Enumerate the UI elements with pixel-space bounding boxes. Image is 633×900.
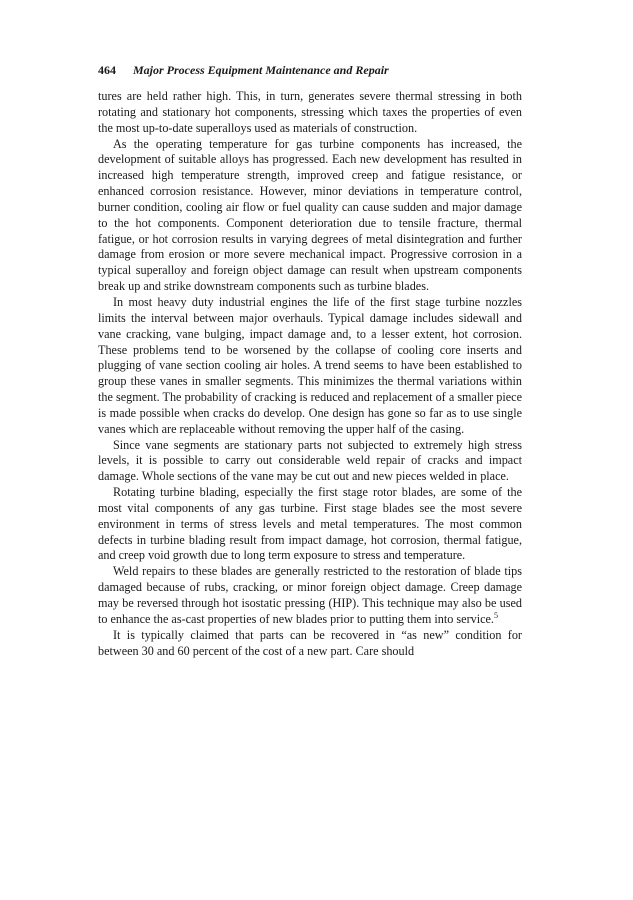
paragraph-vane-weld-repair: Since vane segments are stationary parts not subjected to extremely high stress levels, it is possible to carry out considerable weld repair of cracks and impact damage. Whole sections of the vane may be cut out and new pieces welded in place.: [98, 437, 522, 484]
paragraph-blade-weld-repairs: [98, 564, 522, 627]
running-head: [98, 62, 522, 78]
paragraph-rotating-blading: Rotating turbine blading, especially the first stage rotor blades, are some of the most vital components of any gas turbine. First stage blades see the most severe environment in terms of stress levels and metal temperatures. The most common defects in turbine blading result from impact damage, hot corrosion, thermal fatigue, and creep void growth due to long term exposure to stress and temperature.: [98, 485, 522, 563]
paragraph-alloy-development: As the operating temperature for gas turbine components has increased, the development of suitable alloys has progressed. Each new development has resulted in increased high temperature strength, improved creep and fatigue resistance, or enhanced corrosion resistance. However, minor deviations in temperature control, burner condition, cooling air flow or fuel quality can cause sudden and major damage to the hot components. Component deterioration due to tensile fracture, thermal fatigue, or hot corrosion results in varying degrees of metal disintegration and further damage from erosion or more severe mechanical impact. Progressive corrosion in a typical superalloy and foreign object damage can result when upstream components break up and strike downstream components such as turbine blades.: [98, 136, 522, 294]
paragraph-turbine-nozzles: In most heavy duty industrial engines the life of the first stage turbine nozzles limits the interval between major overhauls. Typical damage includes sidewall and vane cracking, vane bulging, impact damage and, to a lesser extent, hot corrosion. These problems tend to be worsened by the collapse of cooling core inserts and plugging of vane section cooling air holes. A trend seems to have been established to group these vanes in smaller segments. This minimizes the thermal variations within the segment. The probability of cracking is reduced and replacement of a smaller piece is made possible when cracks do develop. One design has gone so far as to use single vanes which are replaceable without removing the upper half of the casing.: [98, 294, 522, 436]
book-title: Major Process Equipment Maintenance and Repair: [133, 63, 389, 77]
paragraph-blade-weld-repairs-text: Weld repairs to these blades are generally restricted to the restoration of blade tips damaged because of rubs, cracking, or minor foreign object damage. Creep damage may be reversed through hot isostatic pressing (HIP). This technique may also be used to enhance the as-cast properties of new blades prior to putting them into service.: [98, 564, 522, 626]
paragraph-recovery-cost: It is typically claimed that parts can be recovered in “as new” condition for between 30 and 60 percent of the cost of a new part. Care should: [98, 627, 522, 658]
page-number: 464: [98, 63, 116, 77]
body-text: [98, 89, 522, 659]
paragraph-continued: tures are held rather high. This, in turn, generates severe thermal stressing in both rotating and stationary hot components, stressing which taxes the properties of even the most up-to-date superalloys used as materials of construction.: [98, 89, 522, 135]
footnote-reference: 5: [493, 610, 498, 620]
book-page: [98, 62, 522, 659]
